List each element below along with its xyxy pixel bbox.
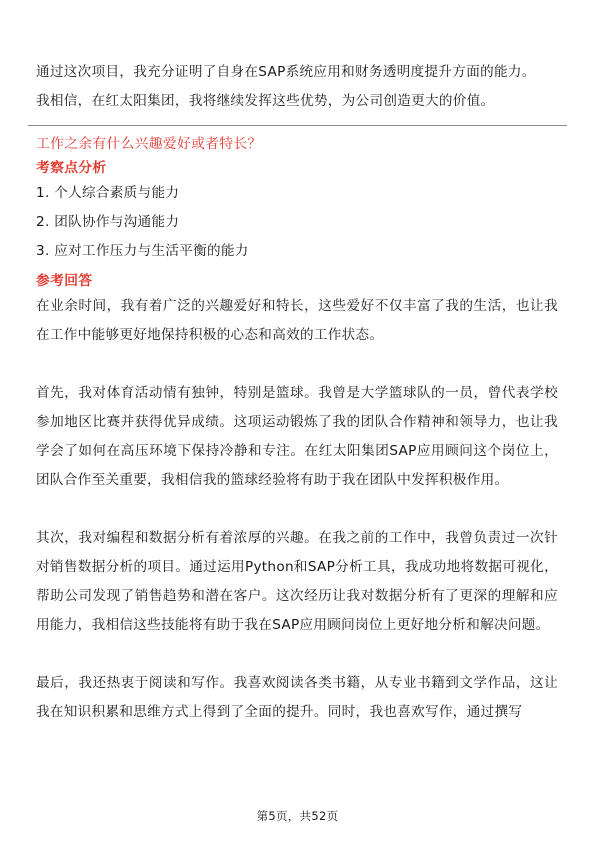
- paragraph-gap: [36, 495, 558, 524]
- intro-line-1: 通过这次项目，我充分证明了自身在SAP系统应用和财务透明度提升方面的能力。: [36, 64, 536, 80]
- paragraph-gap: [36, 350, 558, 379]
- analysis-heading: 考察点分析: [36, 160, 107, 176]
- analysis-list: [36, 179, 558, 266]
- page-number: 第5页，共52页: [256, 809, 339, 823]
- answer-paragraph-2: 首先，我对体育活动情有独钟，特别是篮球。我曾是大学篮球队的一员，曾代表学校参加地区比赛并获得优异成绩。这项运动锻炼了我的团队合作精神和领导力，也让我学会了如何在高压环境下保持冷静和专注。在红太阳集团SAP应用顾问这个岗位上，团队合作至关重要，我相信我的篮球经验将有助于我在团队中发挥积极作用。: [36, 385, 558, 488]
- intro-block: [36, 58, 558, 116]
- question-title: 工作之余有什么兴趣爱好或者特长？: [36, 136, 262, 152]
- answer-paragraph-1: 在业余时间，我有着广泛的兴趣爱好和特长，这些爱好不仅丰富了我的生活，也让我在工作中能够更好地保持积极的心态和高效的工作状态。: [36, 298, 558, 343]
- section-divider: [28, 125, 567, 126]
- answer-heading: 参考回答: [36, 273, 93, 289]
- list-item: 3. 应对工作压力与生活平衡的能力: [36, 243, 249, 259]
- answer-paragraph-3: 其次，我对编程和数据分析有着浓厚的兴趣。在我之前的工作中，我曾负责过一次针对销售数据分析的项目。通过运用Python和SAP分析工具，我成功地将数据可视化，帮助公司发现了销售趋势和潜在客户。这次经历让我对数据分析有了更深的理解和应用能力，我相信这些技能将有助于我在SAP应用顾问岗位上更好地分析和解决问题。: [36, 530, 558, 633]
- answer-paragraph-4: 最后，我还热衷于阅读和写作。我喜欢阅读各类书籍，从专业书籍到文学作品，这让我在知识积累和思维方式上得到了全面的提升。同时，我也喜欢写作，通过撰写: [36, 675, 558, 720]
- intro-line-2: 我相信，在红太阳集团，我将继续发挥这些优势，为公司创造更大的价值。: [36, 93, 495, 109]
- paragraph-gap: [36, 640, 558, 669]
- qa-section: [36, 131, 558, 727]
- list-item: 2. 团队协作与沟通能力: [36, 214, 180, 230]
- list-item: 1. 个人综合素质与能力: [36, 185, 180, 201]
